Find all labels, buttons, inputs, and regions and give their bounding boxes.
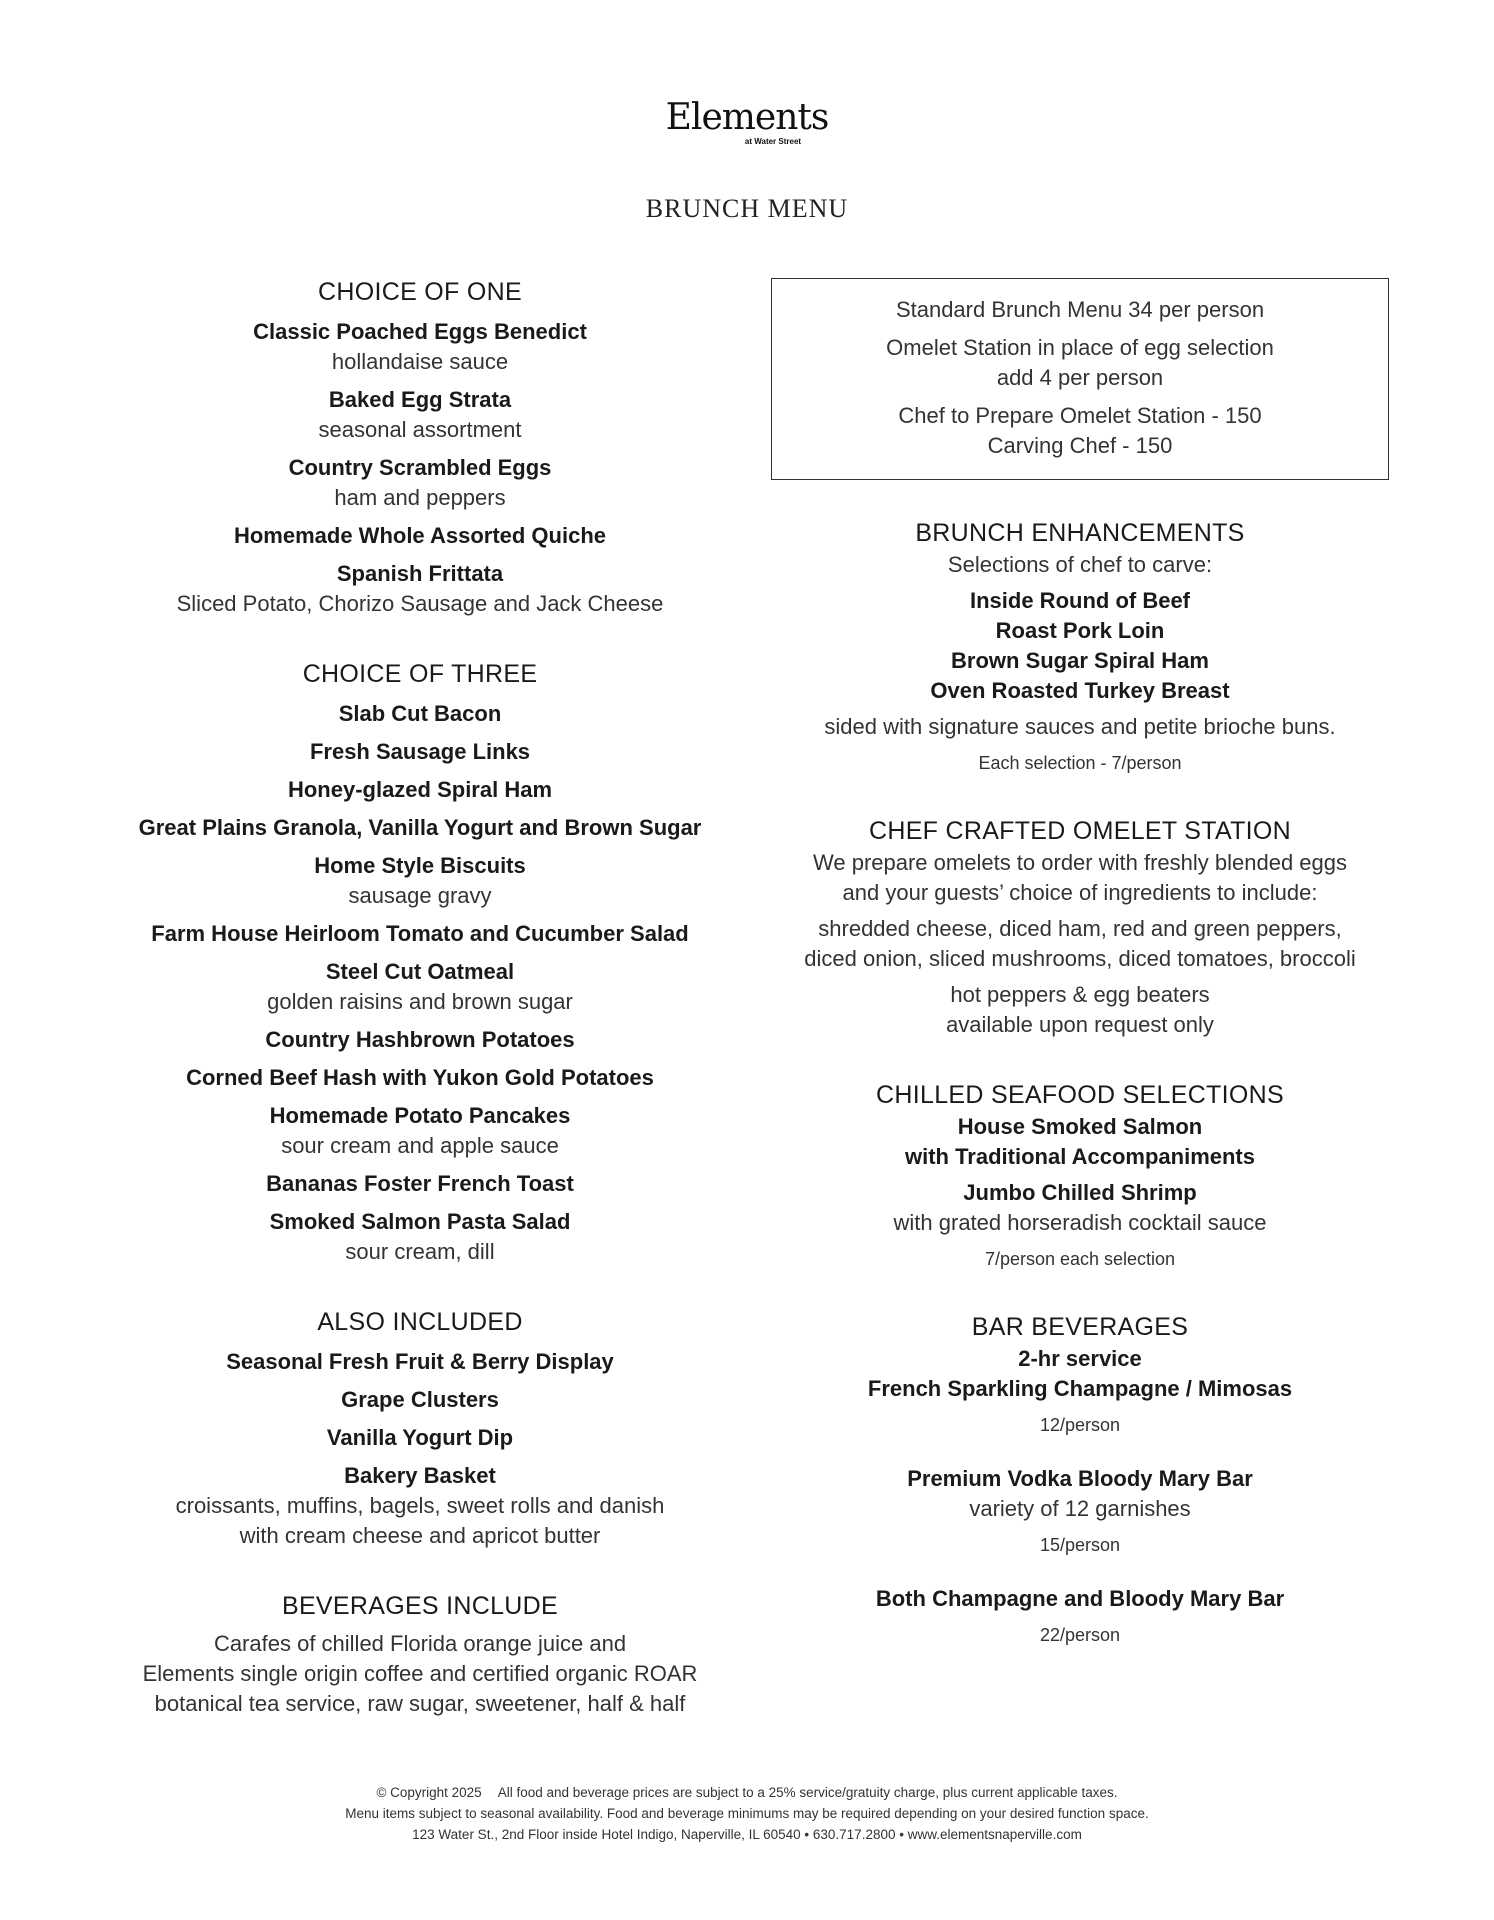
- text-line: diced onion, sliced mushrooms, diced tomatoes, broccoli: [804, 946, 1356, 971]
- price-note: [770, 1246, 1390, 1272]
- description-block: [770, 1208, 1390, 1238]
- text-line: Brown Sugar Spiral Ham: [951, 648, 1209, 673]
- item-name-block: [770, 586, 1390, 706]
- text-line: Jumbo Chilled Shrimp: [963, 1180, 1197, 1205]
- price-note: [770, 1412, 1390, 1438]
- footer-line-3: [0, 1824, 1494, 1845]
- item-name: Vanilla Yogurt Dip: [326, 1425, 514, 1450]
- item-name: Homemade Whole Assorted Quiche: [233, 523, 607, 548]
- text-line: with grated horseradish cocktail sauce: [893, 1210, 1267, 1235]
- section-heading: CHEF CRAFTED OMELET STATION: [868, 817, 1292, 845]
- item-name: Bakery Basket: [344, 1463, 496, 1488]
- section-heading: CHOICE OF ONE: [318, 278, 522, 306]
- text-line: Oven Roasted Turkey Breast: [930, 678, 1230, 703]
- menu-section: [110, 657, 730, 1267]
- copyright: © Copyright 2025: [376, 1785, 482, 1800]
- text-line: and your guests’ choice of ingredients to include:: [842, 880, 1318, 905]
- price-group: [772, 295, 1388, 325]
- paragraph: [110, 1629, 730, 1719]
- menu-item: [110, 851, 730, 911]
- pricing-box: [771, 278, 1389, 480]
- item-name: Bananas Foster French Toast: [266, 1171, 574, 1196]
- menu-section: [770, 1078, 1390, 1272]
- menu-item: [110, 957, 730, 1017]
- section-heading: BEVERAGES INCLUDE: [281, 1592, 558, 1620]
- text-line: variety of 12 garnishes: [969, 1496, 1191, 1521]
- logo: [0, 98, 1494, 146]
- menu-item: [110, 1423, 730, 1453]
- item-description: sour cream, dill: [345, 1239, 495, 1264]
- item-description: croissants, muffins, bagels, sweet rolls and danish: [175, 1493, 665, 1518]
- text-line: Both Champagne and Bloody Mary Bar: [875, 1586, 1285, 1611]
- menu-item: [110, 737, 730, 767]
- text-line: 15/person: [1039, 1535, 1121, 1555]
- item-name: Home Style Biscuits: [314, 853, 526, 878]
- menu-item: [110, 385, 730, 445]
- price-line: Carving Chef - 150: [987, 433, 1173, 458]
- menu-item: [110, 317, 730, 377]
- item-name: Classic Poached Eggs Benedict: [253, 319, 587, 344]
- menu-section: [770, 814, 1390, 1040]
- text-line: Inside Round of Beef: [970, 588, 1190, 613]
- text-line: House Smoked Salmon: [957, 1114, 1203, 1139]
- right-sections: [770, 516, 1390, 1648]
- price-group: [772, 401, 1388, 461]
- text-line: Selections of chef to carve:: [947, 552, 1213, 577]
- section-heading: BRUNCH ENHANCEMENTS: [915, 519, 1245, 547]
- section-heading: CHILLED SEAFOOD SELECTIONS: [876, 1081, 1284, 1109]
- paragraph-line: Elements single origin coffee and certified organic ROAR: [142, 1661, 698, 1686]
- item-name-block: [770, 1178, 1390, 1208]
- menu-item: [110, 1063, 730, 1093]
- price-note: [770, 1532, 1390, 1558]
- menu-item: [110, 1347, 730, 1377]
- item-description: sausage gravy: [348, 883, 492, 908]
- phone[interactable]: 630.717.2800: [812, 1827, 896, 1842]
- item-name-block: [770, 1464, 1390, 1494]
- menu-item: [110, 1207, 730, 1267]
- menu-item: [110, 1025, 730, 1055]
- text-line: Each selection - 7/person: [978, 753, 1182, 773]
- section-heading: BAR BEVERAGES: [971, 1313, 1189, 1341]
- item-name: Honey-glazed Spiral Ham: [287, 777, 553, 802]
- text-line: 2-hr service: [1018, 1346, 1142, 1371]
- service-charge-note: All food and beverage prices are subject to a 25% service/gratuity charge, plus current applicable taxes.: [497, 1785, 1118, 1800]
- paragraph-line: Carafes of chilled Florida orange juice and: [213, 1631, 627, 1656]
- text-line: We prepare omelets to order with freshly blended eggs: [813, 850, 1347, 875]
- text-line: available upon request only: [946, 1012, 1214, 1037]
- item-name: Great Plains Granola, Vanilla Yogurt and Brown Sugar: [138, 815, 702, 840]
- paragraph-line: botanical tea service, raw sugar, sweetener, half & half: [154, 1691, 686, 1716]
- menu-section: [110, 1589, 730, 1719]
- text-line: 7/person each selection: [984, 1249, 1176, 1269]
- text-line: 22/person: [1039, 1625, 1121, 1645]
- item-name-block: [770, 1112, 1390, 1172]
- menu-section: [110, 1305, 730, 1551]
- item-description: with cream cheese and apricot butter: [239, 1523, 601, 1548]
- price-note: [770, 1622, 1390, 1648]
- menu-item: [110, 521, 730, 551]
- section-heading: ALSO INCLUDED: [317, 1308, 523, 1336]
- item-name: Smoked Salmon Pasta Salad: [269, 1209, 571, 1234]
- text-line: with Traditional Accompaniments: [904, 1144, 1255, 1169]
- right-column: [770, 278, 1390, 1686]
- menu-item: [110, 1461, 730, 1551]
- item-name: Slab Cut Bacon: [338, 701, 502, 726]
- item-description: sour cream and apple sauce: [281, 1133, 559, 1158]
- price-group: [772, 333, 1388, 393]
- footer: [0, 1782, 1494, 1845]
- item-description: Sliced Potato, Chorizo Sausage and Jack Cheese: [176, 591, 664, 616]
- page-title: BRUNCH MENU: [645, 194, 849, 223]
- text-line: sided with signature sauces and petite brioche buns.: [824, 714, 1336, 739]
- price-line: Chef to Prepare Omelet Station - 150: [898, 403, 1262, 428]
- menu-section: [770, 1310, 1390, 1648]
- item-description: ham and peppers: [334, 485, 506, 510]
- menu-section: [110, 275, 730, 619]
- text-line: Premium Vodka Bloody Mary Bar: [907, 1466, 1253, 1491]
- item-name: Homemade Potato Pancakes: [269, 1103, 571, 1128]
- item-name: Baked Egg Strata: [328, 387, 512, 412]
- footer-line-1: [0, 1782, 1494, 1803]
- item-name: Steel Cut Oatmeal: [325, 959, 515, 984]
- footer-line-2: Menu items subject to seasonal availability. Food and beverage minimums may be required depending on your desired function space.: [345, 1806, 1149, 1821]
- address: 123 Water St., 2nd Floor inside Hotel Indigo, Naperville, IL 60540: [412, 1827, 801, 1842]
- description-block: [770, 550, 1390, 580]
- item-name: Grape Clusters: [341, 1387, 499, 1412]
- menu-item: [110, 813, 730, 843]
- description-block: [770, 914, 1390, 974]
- logo-subtitle: at Water Street: [744, 137, 802, 146]
- price-line: Standard Brunch Menu 34 per person: [895, 297, 1265, 322]
- description-block: [770, 980, 1390, 1040]
- item-name: Country Hashbrown Potatoes: [265, 1027, 575, 1052]
- item-name-block: [770, 1344, 1390, 1404]
- text-line: French Sparkling Champagne / Mimosas: [867, 1376, 1293, 1401]
- menu-item: [110, 1385, 730, 1415]
- text-line: 12/person: [1039, 1415, 1121, 1435]
- text-line: shredded cheese, diced ham, red and green peppers,: [818, 916, 1342, 941]
- item-name: Farm House Heirloom Tomato and Cucumber Salad: [151, 921, 689, 946]
- item-description: seasonal assortment: [318, 417, 522, 442]
- bullet-separator: •: [899, 1827, 904, 1842]
- item-description: golden raisins and brown sugar: [267, 989, 573, 1014]
- menu-section: [770, 516, 1390, 776]
- text-line: hot peppers & egg beaters: [950, 982, 1210, 1007]
- item-name: Country Scrambled Eggs: [288, 455, 552, 480]
- menu-item: [110, 699, 730, 729]
- left-column: [110, 275, 730, 1757]
- description-block: [770, 712, 1390, 742]
- menu-item: [110, 559, 730, 619]
- menu-item: [110, 775, 730, 805]
- description-block: [770, 848, 1390, 908]
- website-link[interactable]: www.elementsnaperville.com: [907, 1827, 1082, 1842]
- item-name-block: [770, 1584, 1390, 1614]
- item-name: Seasonal Fresh Fruit & Berry Display: [226, 1349, 614, 1374]
- text-line: Roast Pork Loin: [995, 618, 1165, 643]
- item-name: Corned Beef Hash with Yukon Gold Potatoes: [186, 1065, 654, 1090]
- section-heading: CHOICE OF THREE: [302, 660, 538, 688]
- menu-item: [110, 919, 730, 949]
- item-name: Spanish Frittata: [336, 561, 504, 586]
- price-line: Omelet Station in place of egg selection: [886, 335, 1274, 360]
- item-description: hollandaise sauce: [331, 349, 509, 374]
- menu-item: [110, 1169, 730, 1199]
- price-line: add 4 per person: [996, 365, 1164, 390]
- bullet-separator: •: [804, 1827, 810, 1842]
- menu-item: [110, 1101, 730, 1161]
- logo-wordmark: Elements: [665, 97, 829, 138]
- item-name: Fresh Sausage Links: [309, 739, 531, 764]
- description-block: [770, 1494, 1390, 1524]
- menu-item: [110, 453, 730, 513]
- price-note: [770, 750, 1390, 776]
